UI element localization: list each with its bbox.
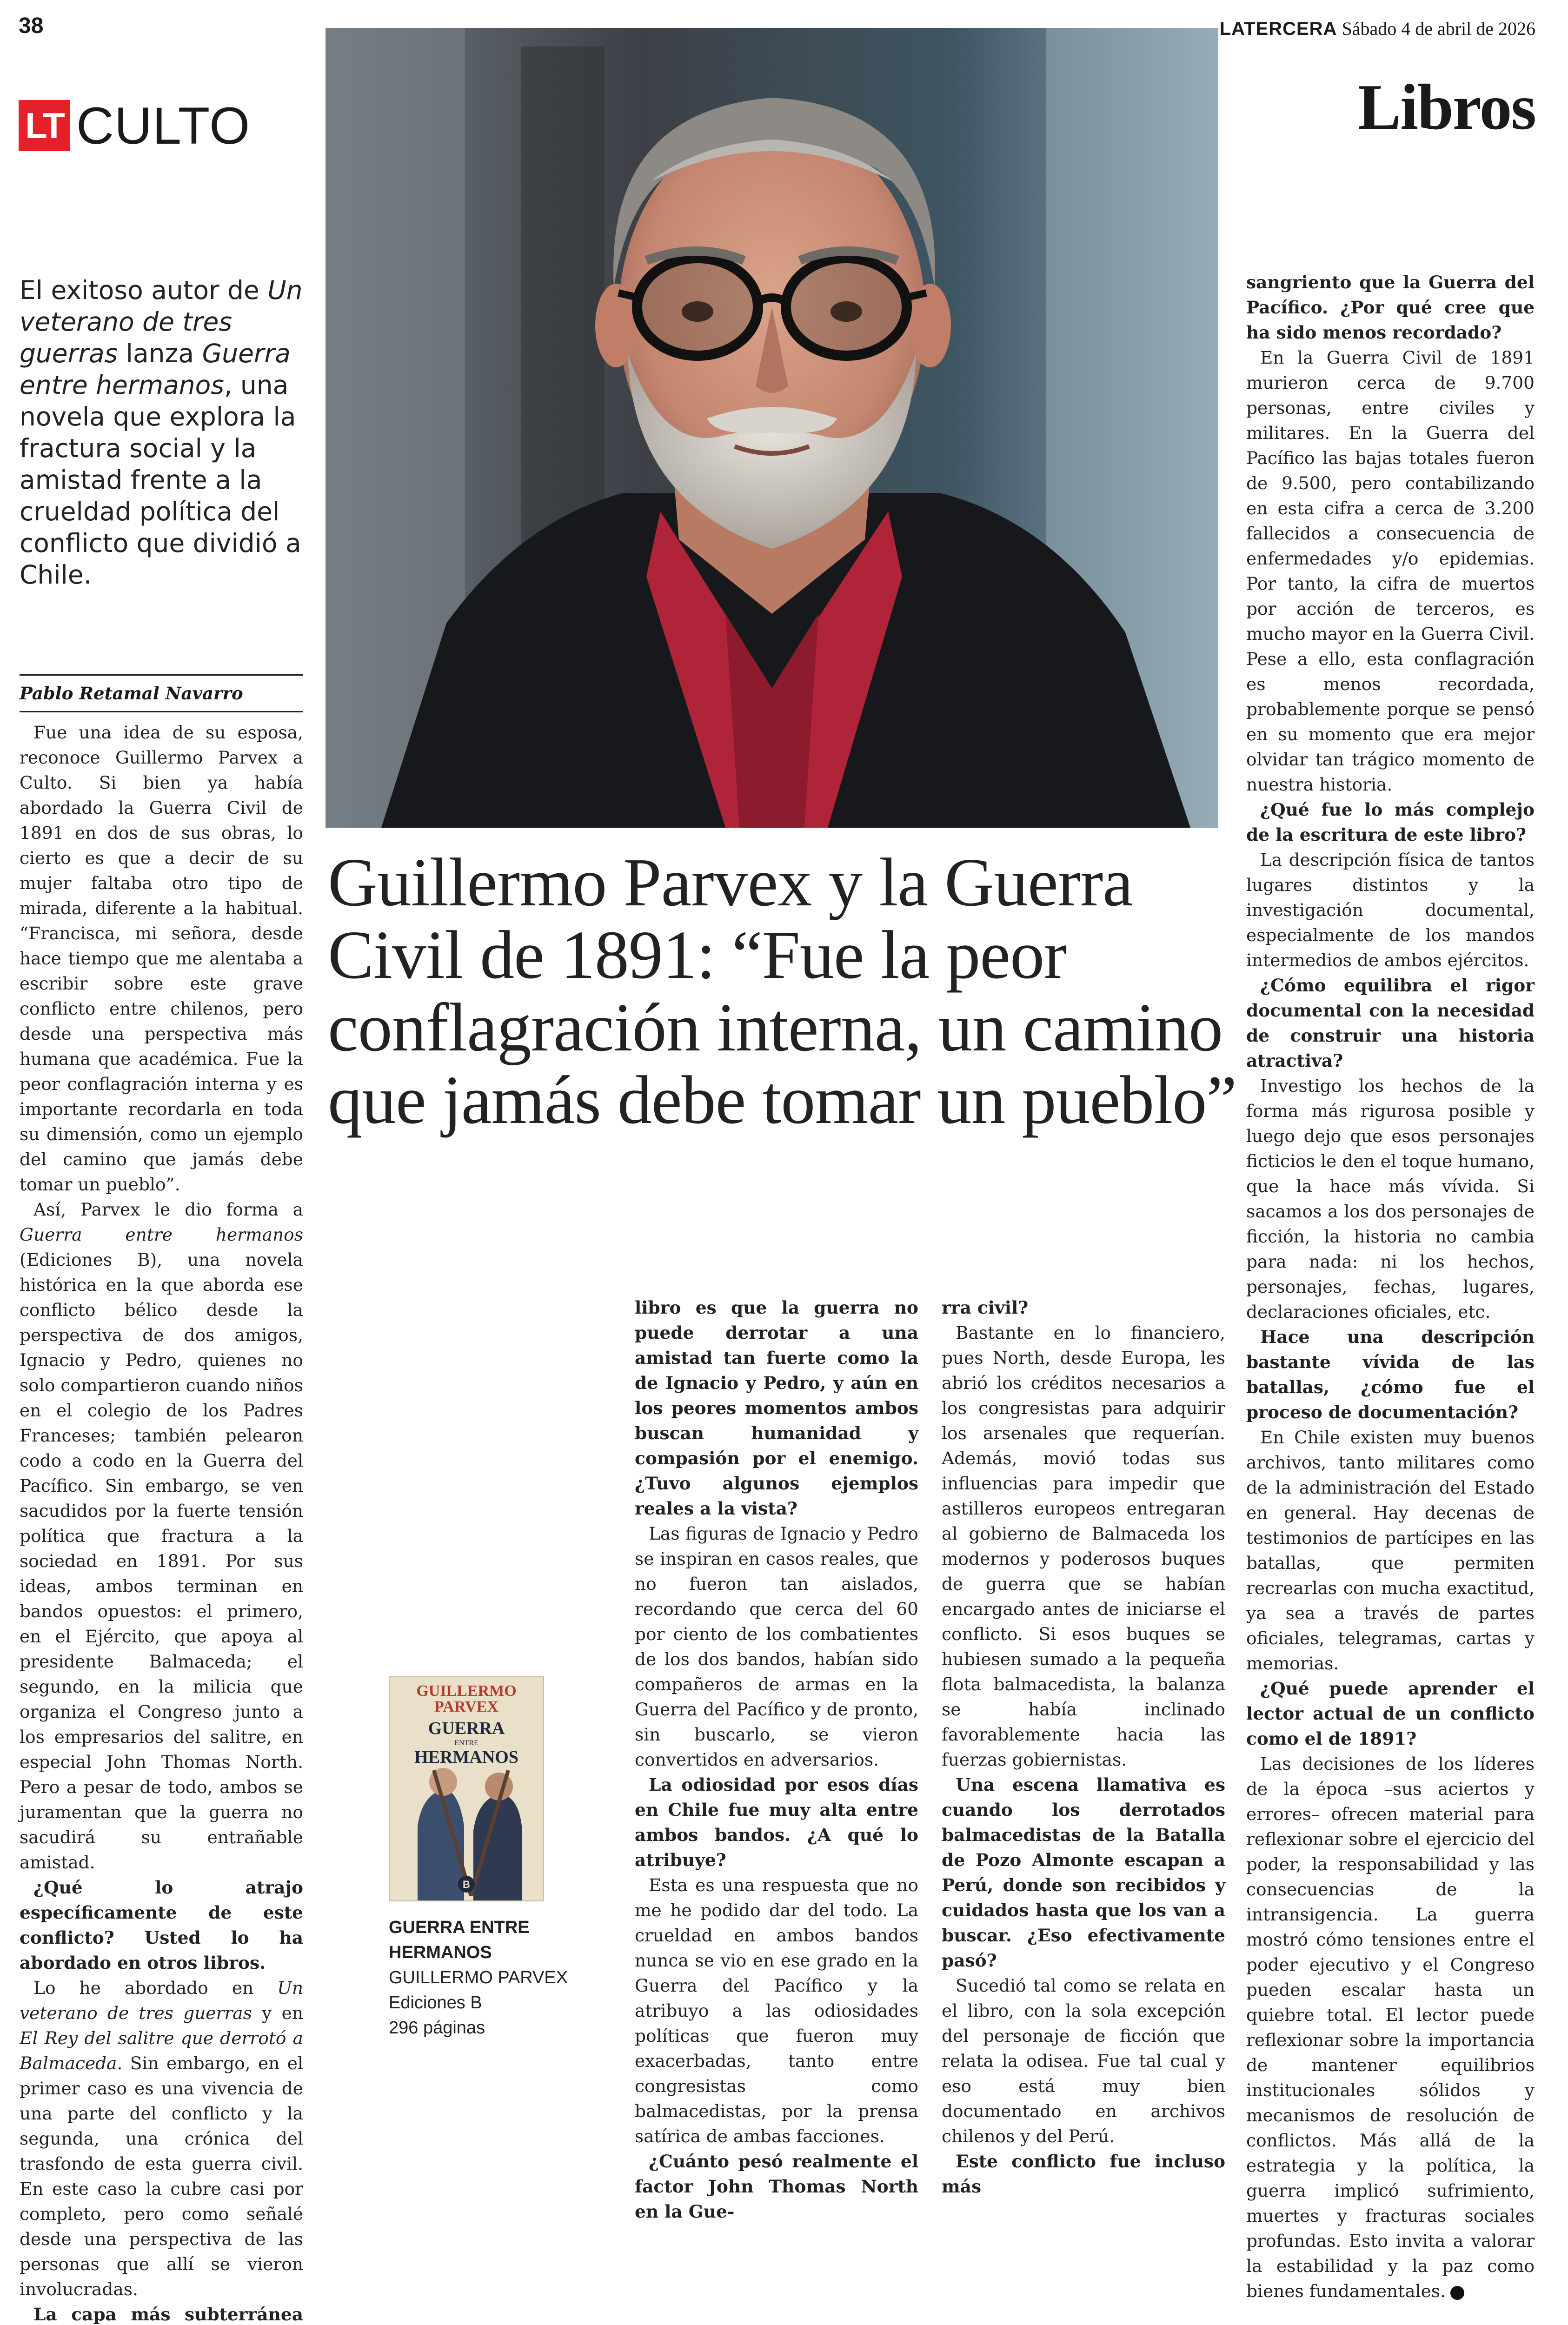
masthead: [1220, 18, 1535, 40]
paragraph-text: y en: [252, 2003, 303, 2023]
paragraph: Investigo los hechos de la forma más rigurosa posible y luego dejo que esos personajes ficticios le den el toque humano, que la hace más vívida. Si sacamos a los dos personajes de ficción, la historia no cambia para nada: ni los hechos, personajes, fechas, lugares, declaraciones oficiales, etc.: [1246, 1076, 1535, 1322]
deck-book-title: Guerra entre hermanos: [20, 339, 291, 400]
book-author: GUILLERMO PARVEX: [389, 1968, 568, 1987]
portrait-illustration: [326, 28, 1218, 828]
paragraph: Esta es una respuesta que no me he podido dar del todo. La crueldad en ambos bandos nunca se vio en ese grado en la Guerra del Pacífico y la atribuyo a las odiosidades políticas que fueron muy exacerbadas, tanto entre congresistas como balmacedistas, por la prensa satírica de ambas facciones.: [635, 1875, 918, 2146]
paragraph-text: (Ediciones B), una novela histórica en la que aborda ese conflicto bélico desde la perspectiva de dos amigos, Ignacio y Pedro, quienes no solo compartieron cuando niños en el colegio de los Padres Franceses; también pelearon codo a codo en la Guerra del Pacífico. Sin embargo, se ven sacudidos por la fuerte tensión política que fractura a la sociedad en 1891. Por sus ideas, ambos terminan en bandos opuestos: el primero, en el Ejército, que apoya al presidente Balmaceda; el segundo, en la milicia que organiza el Congreso junto a los empresarios del salitre, en especial John Thomas North. Pero a pesar de todo, ambos se juramentan que la guerra no sacudirá su entrañable amistad.: [20, 1249, 303, 1873]
book-cover-author-1: GUILLERMO: [416, 1682, 517, 1700]
deck-text: lanza: [118, 339, 202, 368]
interview-question: ¿Cuánto pesó realmente el factor John Thomas North en la Gue-: [635, 2151, 918, 2222]
deck-text: El exitoso autor de: [20, 275, 268, 305]
masthead-date: Sábado 4 de abril de 2026: [1342, 18, 1535, 39]
byline: Pablo Retamal Navarro: [20, 674, 303, 712]
interview-question: La odiosidad por esos días en Chile fue muy alta entre ambos bandos. ¿A qué lo atribuye?: [635, 1774, 918, 1870]
interview-question: rra civil?: [942, 1297, 1029, 1318]
page-number: 38: [19, 13, 44, 38]
book-cover: [389, 1676, 544, 1901]
paragraph-text: . Sin embargo, en el primer caso es una vivencia de una parte del conflicto y la segunda, una crónica del trasfondo de esta guerra civil. En este caso la cubre casi por completo, pero como señalé desde una perspectiva de las personas que allí se vieron involucradas.: [20, 2053, 303, 2299]
interview-question: sangriento que la Guerra del Pacífico. ¿Por qué cree que ha sido menos recordado?: [1246, 272, 1535, 343]
article-column-1: [20, 720, 303, 2325]
book-title-line-2: HERMANOS: [389, 1943, 492, 1962]
headline: Guillermo Parvex y la Guerra Civil de 1891: “Fue la peor conflagración interna, un camino que jamás debe tomar un pueblo”: [328, 844, 1236, 1138]
book-cover-title-3: HERMANOS: [414, 1747, 518, 1767]
paragraph: Sucedió tal como se relata en el libro, con la sola excepción del personaje de ficción que relata la odisea. Fue tal cual y eso está muy bien documentado en archivos chilenos y del Perú.: [942, 1975, 1225, 2146]
interview-question: La capa más subterránea: [33, 2304, 303, 2325]
book-cover-publisher-mark: B: [463, 1879, 470, 1890]
paragraph: [20, 1197, 303, 1875]
book-publisher: Ediciones B: [389, 1993, 482, 2013]
section-title: Libros: [1357, 71, 1535, 143]
paragraph: En Chile existen muy buenos archivos, tanto militares como de la administración del Estado en general. Hay decenas de testimonios de partícipes en las batallas, que permiten recrearlas con mucha exactitud, ya sea a través de partes oficiales, telegramas, cartas y memorias.: [1246, 1427, 1535, 1674]
book-cover-title-1: GUERRA: [428, 1719, 505, 1738]
book-title-line-1: GUERRA ENTRE: [389, 1918, 530, 1937]
masthead-brand: LATERCERA: [1219, 19, 1337, 39]
paragraph: La descripción física de tantos lugares distintos y la investigación documental, especialmente de los mandos intermedios de ambos ejércitos.: [1246, 850, 1535, 970]
article-deck: [20, 274, 308, 591]
paragraph: Fue una idea de su esposa, reconoce Guillermo Parvex a Culto. Si bien ya había abordado la Guerra Civil de 1891 en dos de sus obras, lo cierto es que a decir de su mujer faltaba otro tipo de mirada, diferente a la habitual. “Francisca, mi señora, desde hace tiempo que me alentaba a escribir sobre este grave conflicto entre chilenos, pero desde una perspectiva más humana que académica. Fue la peor conflagración interna y es importante recordarla en toda su dimensión, como un ejemplo del camino que jamás debe tomar un pueblo”.: [20, 722, 303, 1195]
interview-question: Una escena llamativa es cuando los derrotados balmacedistas de la Batalla de Pozo Almonte escapan a Perú, donde son recibidos y cuidados hasta que los van a buscar. ¿Eso efectivamente pasó?: [942, 1774, 1225, 1971]
interview-question: ¿Cómo equilibra el rigor documental con la necesidad de construir una historia atractiva?: [1246, 975, 1535, 1071]
author-portrait-photo: [326, 28, 1218, 828]
article-column-5: [1246, 270, 1535, 2304]
paragraph: [20, 1975, 303, 2302]
book-info: [389, 1915, 584, 2040]
interview-question: ¿Qué lo atrajo específicamente de este conflicto? Usted lo ha abordado en otros libros.: [20, 1877, 303, 1973]
interview-question: Este conflicto fue incluso más: [942, 2151, 1225, 2197]
paragraph: En la Guerra Civil de 1891 murieron cerca de 9.700 personas, entre civiles y militares. En la Guerra del Pacífico las bajas totales fueron de 9.500, pero contabilizando en esta cifra a cerca de 3.200 fallecidos a consecuencia de enfermedades y/o epidemias. Por tanto, la cifra de muertos por acción de terceros, es mucho mayor en la Guerra Civil. Pese a ello, esta conflagración es menos recordada, probablemente porque se pensó en su momento que era mejor olvidar tan trágico momento de nuestra historia.: [1246, 347, 1535, 795]
interview-question: Hace una descripción bastante vívida de las batallas, ¿cómo fue el proceso de documentación?: [1246, 1327, 1535, 1422]
deck-book-title: Un veterano de tres guerras: [20, 275, 303, 368]
paragraph: Las figuras de Ignacio y Pedro se inspiran en casos reales, que no fueron tan aislados, recordando que cerca del 60 por ciento de los combatientes de los dos bandos, habían sido compañeros de armas en la Guerra del Pacífico y de pronto, sin buscarlo, se vieron convertidos en adversarios.: [635, 1523, 918, 1770]
paragraph: [1246, 1751, 1535, 2304]
interview-question: ¿Qué puede aprender el lector actual de un conflicto como el de 1891?: [1246, 1678, 1535, 1749]
article-column-4: [942, 1295, 1225, 2199]
book-title: El Rey del salitre que derrotó a Balmaceda: [20, 2028, 303, 2073]
interview-question: ¿Qué fue lo más complejo de la escritura de este libro?: [1246, 799, 1535, 845]
book-pages: 296 páginas: [389, 2018, 485, 2038]
end-of-article-icon: [1450, 2286, 1464, 2300]
lt-logo-mark: LT: [19, 100, 70, 151]
paragraph-text: Las decisiones de los líderes de la época –sus aciertos y errores– ofrecen material para reflexionar sobre el ejercicio del poder, la responsabilidad y las consecuencias de la intransigencia. La guerra mostró cómo tensiones entre el poder ejecutivo y el Congreso pueden escalar hasta un quiebre total. El lector puede reflexionar sobre la importancia de mantener equilibrios institucionales sólidos y mecanismos de resolución de conflictos. Más allá de la estrategia y la política, la guerra implicó sufrimiento, muertes y fracturas sociales profundas. Esto invita a valorar la estabilidad y la paz como bienes fundamentales.: [1246, 1754, 1535, 2301]
book-cover-illustration: [390, 1677, 543, 1900]
paragraph: Bastante en lo financiero, pues North, desde Europa, les abrió los créditos necesarios a los congresistas para adquirir los arsenales que requerían. Además, movió todas sus influencias para impedir que astilleros europeos entregaran al gobierno de Balmaceda los modernos y poderosos buques de guerra que se habían encargado antes de iniciarse el conflicto. Si esos buques se hubiesen sumado a la pequeña flota balmacedista, la balanza se había inclinado favorablemente hacia las fuerzas gobiernistas.: [942, 1322, 1225, 1770]
book-cover-author-2: PARVEX: [434, 1698, 498, 1715]
paragraph-text: Lo he abordado en: [33, 1978, 278, 1998]
deck-text: , una novela que explora la fractura social y la amistad frente a la crueldad política del conflicto que dividió a Chile.: [20, 370, 301, 590]
book-title: Un veterano de tres guerras: [20, 1978, 303, 2023]
article-column-3: [635, 1295, 918, 2224]
book-title: Guerra entre hermanos: [20, 1224, 303, 1245]
culto-logo: [19, 96, 251, 155]
culto-logo-word: CULTO: [76, 96, 251, 155]
paragraph-text: Así, Parvex le dio forma a: [33, 1199, 303, 1220]
book-cover-title-2: ENTRE: [454, 1739, 478, 1747]
interview-question: libro es que la guerra no puede derrotar a una amistad tan fuerte como la de Ignacio y Pedro, y aún en los peores momentos ambos buscan humanidad y compasión por el enemigo. ¿Tuvo algunos ejemplos reales a la vista?: [635, 1297, 918, 1519]
